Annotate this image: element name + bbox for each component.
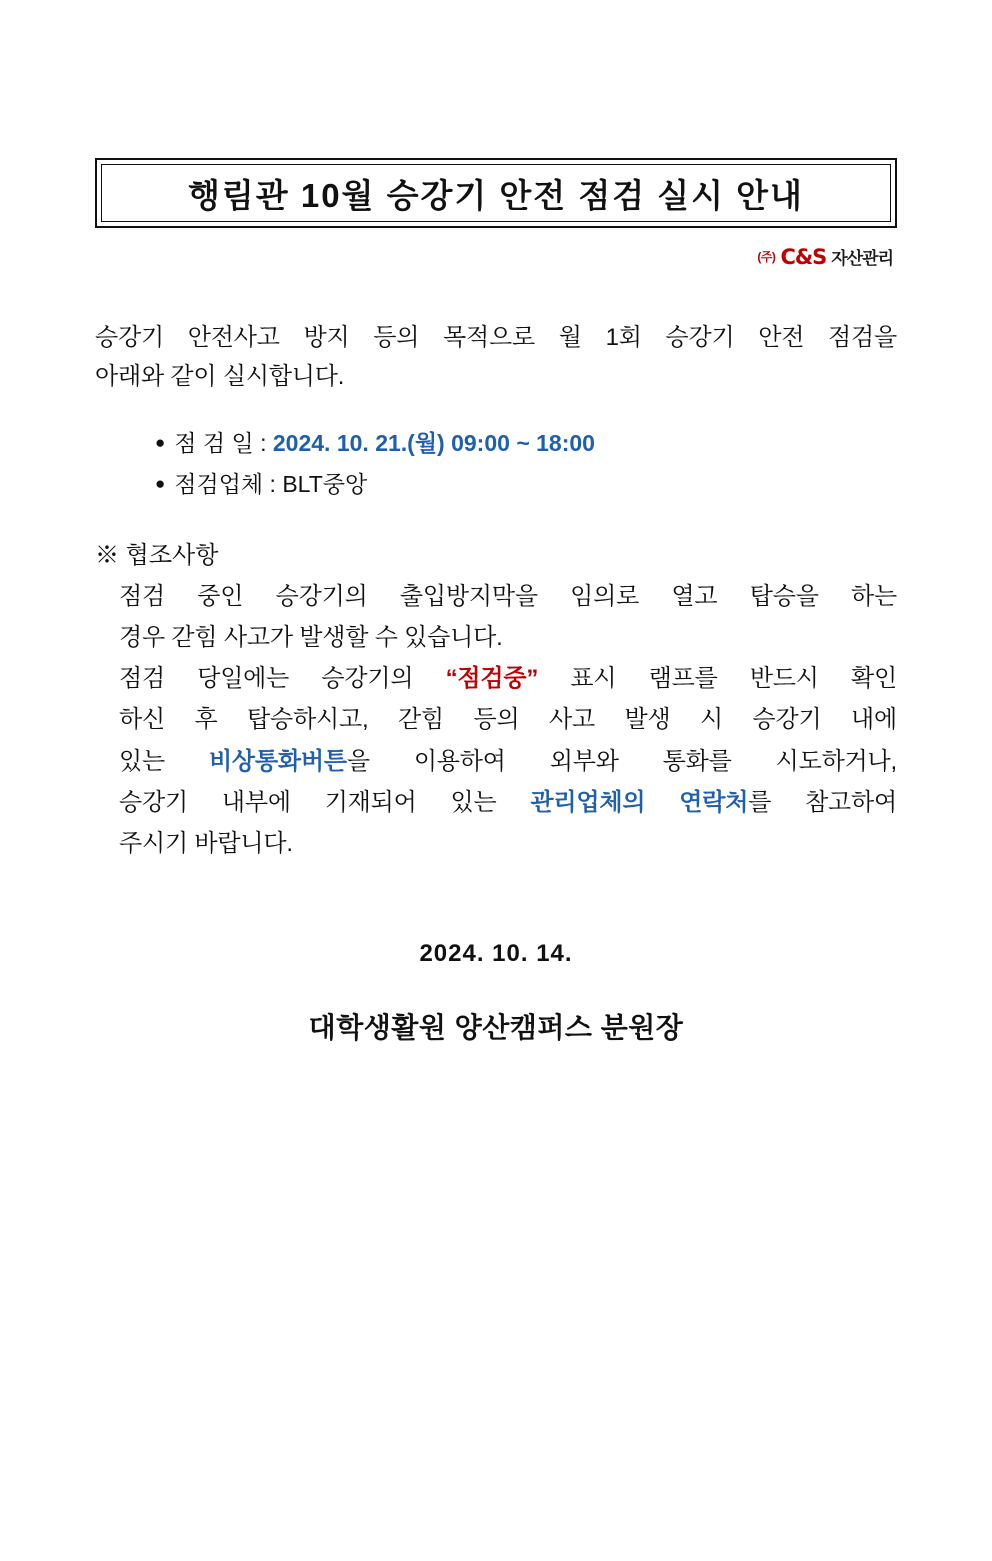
- title-box: [95, 158, 897, 228]
- note-p2-text-g: 를 참고하여: [748, 788, 898, 816]
- note-highlight-inspection-lamp: “점검중”: [445, 665, 539, 693]
- list-item: [155, 423, 897, 464]
- logo-prefix: (주): [757, 250, 776, 264]
- note-paragraph-1: [119, 576, 897, 659]
- bullet-value-vendor: BLT중앙: [282, 470, 368, 497]
- logo-suffix: 자산관리: [831, 249, 893, 268]
- signer-name: 대학생활원 양산캠퍼스 분원장: [308, 1012, 684, 1044]
- note-p2-line-5: 주시기 바랍니다.: [119, 830, 293, 858]
- note-p1-line-2: 경우 갇힘 사고가 발생할 수 있습니다.: [119, 623, 503, 651]
- note-p2-text-f: 승강기 내부에 기재되어 있는: [119, 788, 531, 816]
- intro-line-1: 승강기 안전사고 방지 등의 목적으로 월 1회 승강기 안전 점검을: [95, 324, 897, 351]
- note-body: [119, 576, 897, 865]
- note-p2-line-3: [119, 741, 897, 782]
- bullet-list: [155, 423, 897, 505]
- issue-date: 2024. 10. 14.: [419, 940, 573, 968]
- note-p2-line-2: 하신 후 탑승하시고, 갇힘 등의 사고 발생 시 승강기 내에: [119, 706, 897, 734]
- note-p2-text-d: 있는: [119, 747, 209, 775]
- page-title: 행림관 10월 승강기 안전 점검 실시 안내: [188, 176, 804, 214]
- note-p2-line-1: [119, 658, 897, 699]
- note-highlight-emergency-call-button: 비상통화버튼: [208, 747, 347, 775]
- intro-line-2: 아래와 같이 실시합니다.: [95, 362, 345, 390]
- bullet-dot-icon: ●: [155, 473, 166, 493]
- notice-page: [0, 158, 992, 1561]
- bullet-dot-icon: ●: [155, 432, 166, 452]
- note-p2-text-a: 점검 당일에는 승강기의: [119, 665, 446, 693]
- note-paragraph-2: [119, 658, 897, 864]
- note-highlight-manager-contact: 관리업체의 연락처: [530, 788, 749, 816]
- bullet-label-vendor: 점검업체 :: [174, 470, 283, 497]
- logo-brand: C&S: [780, 244, 827, 269]
- bullet-value-inspection-date: 2024. 10. 21.(월) 09:00 ~ 18:00: [272, 429, 595, 456]
- list-item: [155, 464, 897, 505]
- note-p2-text-b: 표시 램프를 반드시 확인: [538, 665, 897, 693]
- note-p2-line-4: [119, 782, 897, 823]
- bullet-label-inspection-date: 점 검 일 :: [174, 429, 273, 456]
- note-heading: ※ 협조사항: [95, 541, 219, 569]
- note-p1-line-1: 점검 중인 승강기의 출입방지막을 임의로 열고 탑승을 하는: [119, 582, 897, 610]
- intro-paragraph: [95, 319, 897, 397]
- logo-row: [95, 244, 897, 269]
- company-logo: [757, 244, 893, 269]
- note-p2-text-e: 을 이용하여 외부와 통화를 시도하거나,: [346, 747, 897, 775]
